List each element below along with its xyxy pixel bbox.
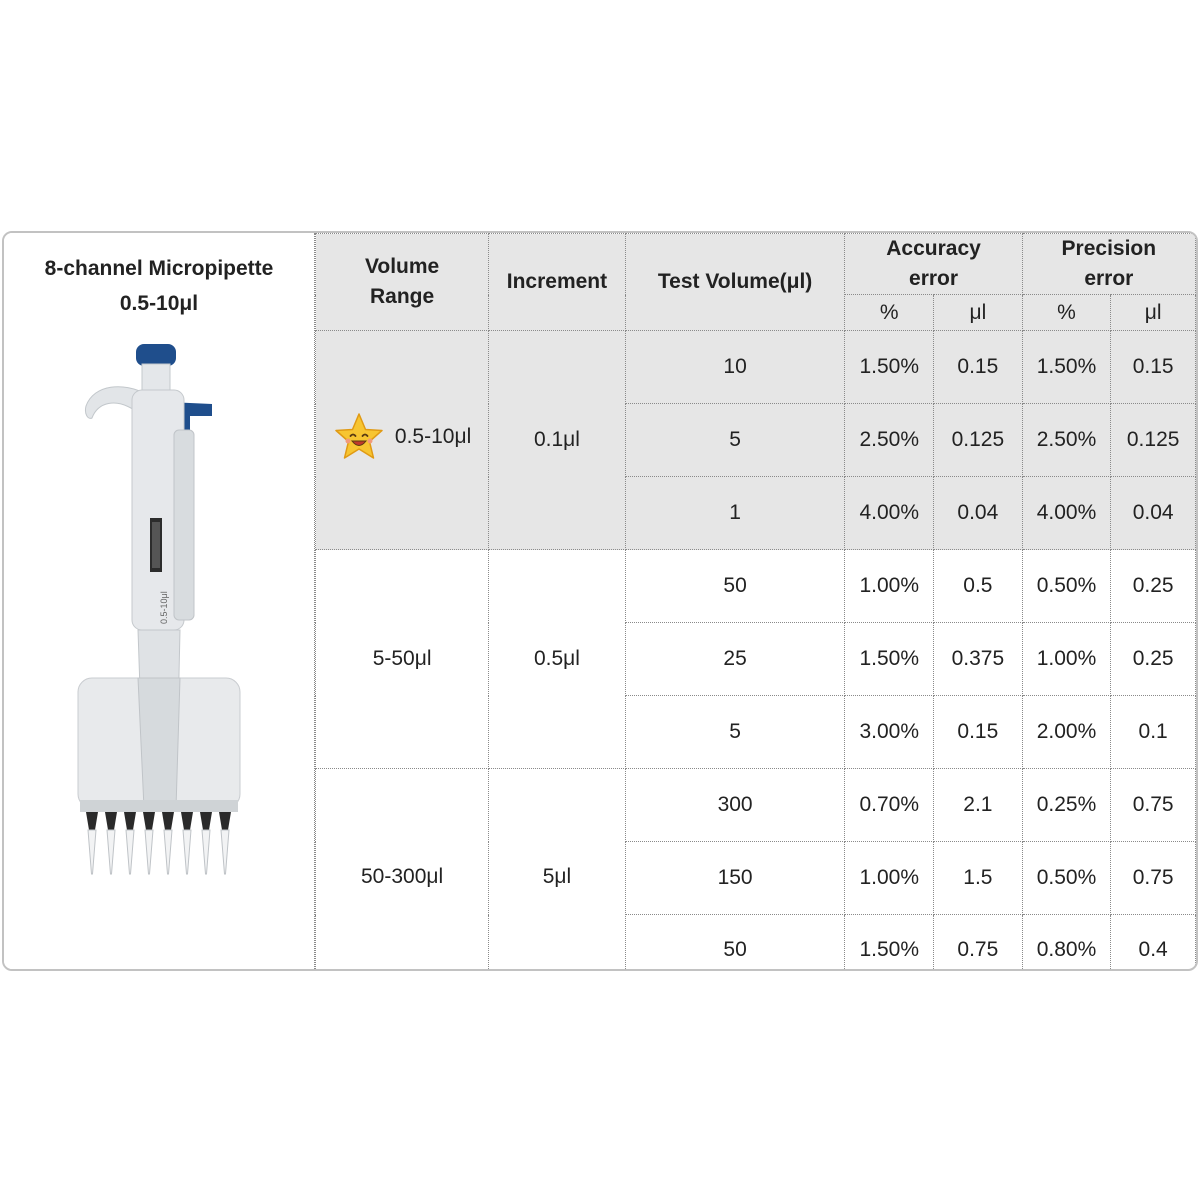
accuracy-percent-cell: 1.50% (845, 623, 934, 696)
header-precision-ul: μl (1111, 295, 1196, 331)
accuracy-percent-cell: 1.50% (845, 915, 934, 972)
pipette-tips (88, 830, 229, 874)
increment-cell: 0.5μl (489, 550, 626, 769)
precision-ul-cell: 0.4 (1111, 915, 1196, 972)
accuracy-percent-cell: 0.70% (845, 769, 934, 842)
header-precision-percent: % (1022, 295, 1111, 331)
accuracy-percent-cell: 1.00% (845, 550, 934, 623)
table-row (316, 769, 1196, 842)
header-precision-error: Precision error (1022, 234, 1195, 295)
range-cell: 50-300μl (316, 769, 489, 972)
header-volume-range: Volume Range (316, 234, 489, 331)
plunger-cap (136, 344, 176, 366)
increment-cell: 0.1μl (489, 331, 626, 550)
accuracy-ul-cell: 0.75 (934, 915, 1023, 972)
accuracy-percent-cell: 3.00% (845, 696, 934, 769)
precision-ul-cell: 0.04 (1111, 477, 1196, 550)
accuracy-ul-cell: 0.375 (934, 623, 1023, 696)
header-test-volume: Test Volume(μl) (625, 234, 845, 331)
accuracy-percent-cell: 1.50% (845, 331, 934, 404)
precision-ul-cell: 0.25 (1111, 623, 1196, 696)
precision-percent-cell: 1.50% (1022, 331, 1111, 404)
precision-percent-cell: 2.00% (1022, 696, 1111, 769)
precision-ul-cell: 0.75 (1111, 842, 1196, 915)
accuracy-ul-cell: 0.15 (934, 331, 1023, 404)
barrel-volume-label: 0.5-10μl (159, 591, 169, 624)
precision-percent-cell: 0.50% (1022, 842, 1111, 915)
table-row (316, 331, 1196, 404)
range-cell (316, 331, 489, 550)
precision-percent-cell: 0.80% (1022, 915, 1111, 972)
test-volume-cell: 5 (625, 404, 845, 477)
precision-ul-cell: 0.15 (1111, 331, 1196, 404)
test-volume-cell: 10 (625, 331, 845, 404)
pipette-image (64, 338, 254, 878)
test-volume-cell: 1 (625, 477, 845, 550)
precision-percent-cell: 4.00% (1022, 477, 1111, 550)
test-volume-cell: 50 (625, 550, 845, 623)
precision-ul-cell: 0.25 (1111, 550, 1196, 623)
accuracy-percent-cell: 1.00% (845, 842, 934, 915)
accuracy-ul-cell: 0.5 (934, 550, 1023, 623)
accuracy-ul-cell: 0.15 (934, 696, 1023, 769)
header-accuracy-ul: μl (934, 295, 1023, 331)
precision-percent-cell: 1.00% (1022, 623, 1111, 696)
header-increment: Increment (489, 234, 626, 331)
smiling-star-icon (333, 412, 385, 462)
range-value: 0.5-10μl (394, 425, 472, 448)
precision-ul-cell: 0.75 (1111, 769, 1196, 842)
header-accuracy-percent: % (845, 295, 934, 331)
accuracy-ul-cell: 1.5 (934, 842, 1023, 915)
test-volume-cell: 300 (625, 769, 845, 842)
tip-cones (86, 812, 231, 830)
product-title: 8-channel Micropipette (44, 257, 274, 280)
increment-cell: 5μl (489, 769, 626, 972)
test-volume-cell: 50 (625, 915, 845, 972)
precision-ul-cell: 0.125 (1111, 404, 1196, 477)
table-row (316, 550, 1196, 623)
precision-percent-cell: 0.50% (1022, 550, 1111, 623)
header-accuracy-error: Accuracy error (845, 234, 1022, 295)
precision-ul-cell: 0.1 (1111, 696, 1196, 769)
precision-percent-cell: 2.50% (1022, 404, 1111, 477)
product-panel (4, 233, 315, 969)
accuracy-percent-cell: 4.00% (845, 477, 934, 550)
accuracy-ul-cell: 0.125 (934, 404, 1023, 477)
test-volume-cell: 5 (625, 696, 845, 769)
test-volume-cell: 150 (625, 842, 845, 915)
precision-percent-cell: 0.25% (1022, 769, 1111, 842)
product-volume: 0.5-10μl (119, 292, 199, 315)
test-volume-cell: 25 (625, 623, 845, 696)
spec-card (2, 231, 1198, 971)
spec-table (315, 233, 1196, 971)
accuracy-percent-cell: 2.50% (845, 404, 934, 477)
accuracy-ul-cell: 2.1 (934, 769, 1023, 842)
range-cell: 5-50μl (316, 550, 489, 769)
accuracy-ul-cell: 0.04 (934, 477, 1023, 550)
